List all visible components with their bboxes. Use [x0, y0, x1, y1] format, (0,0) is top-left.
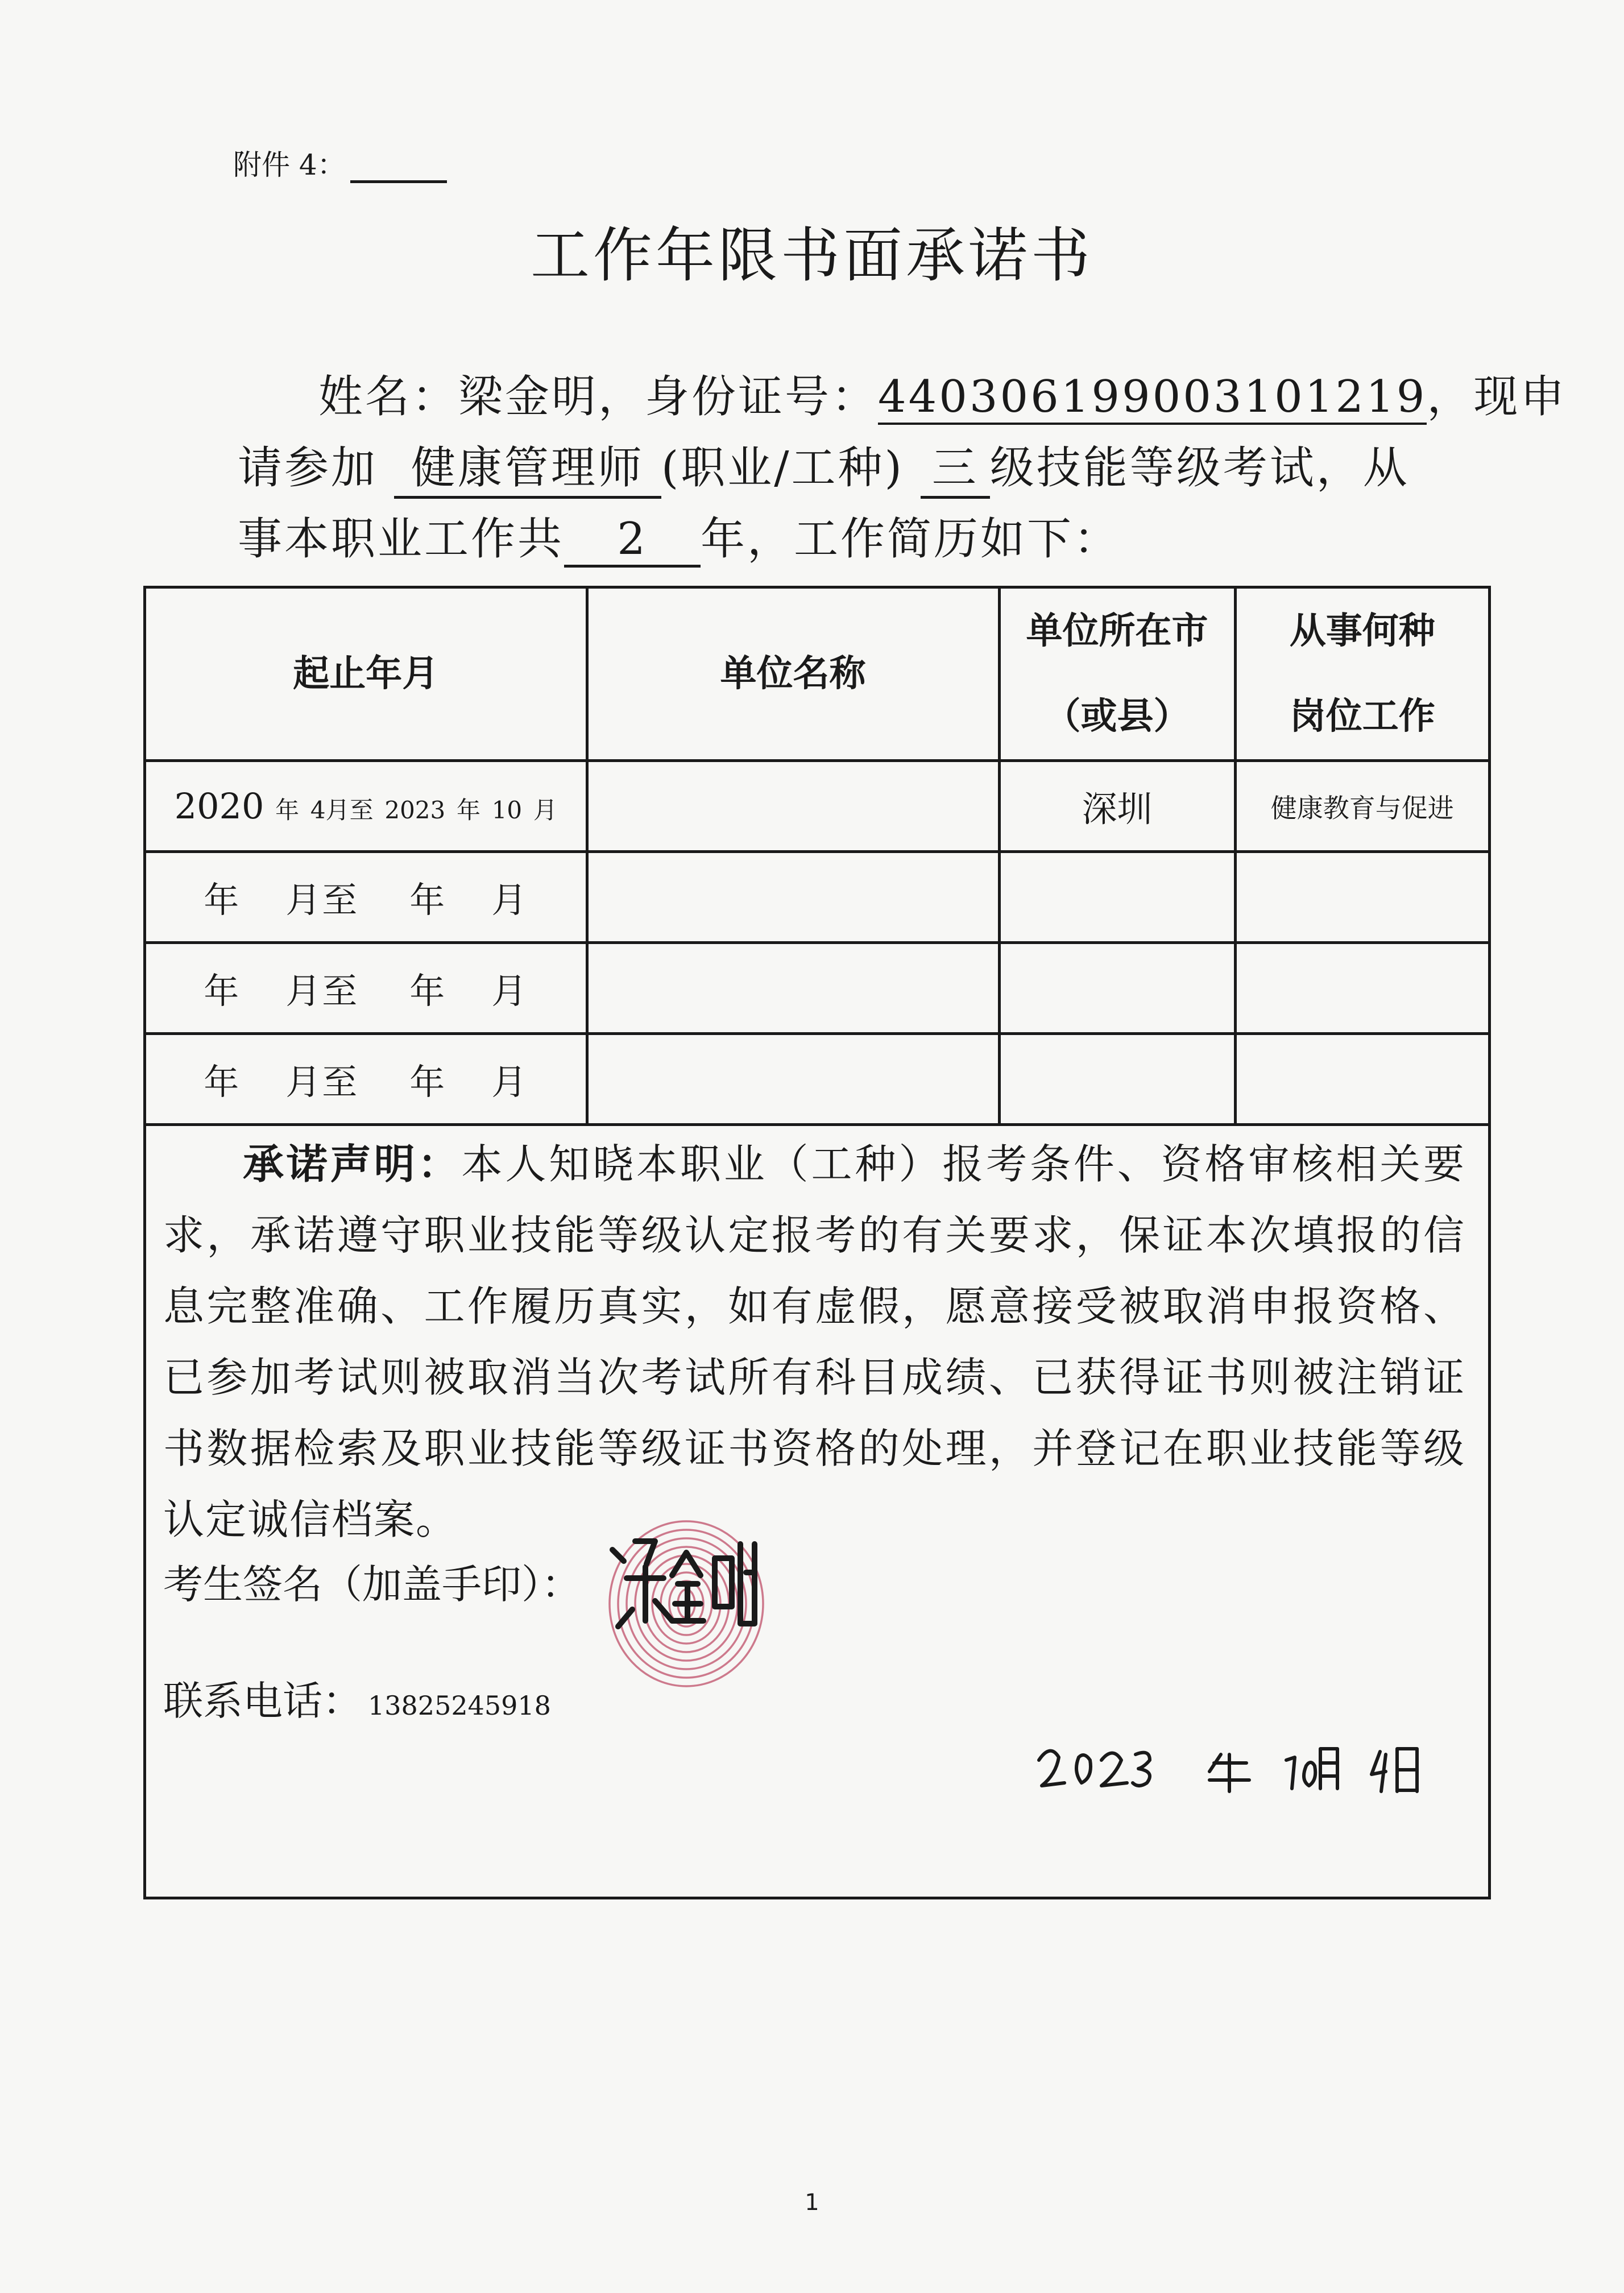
position-cell[interactable]: [1235, 1034, 1488, 1125]
period-cell[interactable]: [146, 943, 587, 1034]
declaration-label: 承诺声明：: [243, 1140, 462, 1188]
table-header-row: [146, 589, 1488, 761]
intro-line-2: [238, 432, 1410, 499]
applicant-name: 梁金明: [458, 371, 599, 423]
period-cell[interactable]: [146, 852, 587, 943]
header-position-line2: 岗位工作: [1289, 696, 1435, 738]
unit-name-cell[interactable]: [587, 852, 999, 943]
years-suffix: 年，工作简历如下：: [701, 514, 1121, 565]
month-label: 月: [491, 970, 528, 1012]
work-history-table: [146, 589, 1488, 1126]
unit-name-cell[interactable]: [587, 761, 999, 852]
year-label: 年: [204, 1061, 241, 1103]
page-number: 1: [805, 2189, 819, 2216]
start-year: 2020: [174, 785, 264, 827]
unit-name-cell[interactable]: [587, 1034, 999, 1125]
page-title: 工作年限书面承诺书: [530, 221, 1093, 290]
attachment-label: [233, 142, 447, 183]
header-city-line1: 单位所在市: [1026, 610, 1208, 652]
year-label: 年: [204, 879, 241, 921]
header-position-line1: 从事何种: [1289, 610, 1435, 652]
occupation-field: 健康管理师: [394, 432, 661, 499]
phone-number: 13825245918: [368, 1690, 551, 1721]
month-label: 月: [491, 879, 528, 921]
city-cell[interactable]: [999, 943, 1235, 1034]
year2-label: 年: [409, 879, 446, 921]
start-month-unit: 月至: [325, 796, 374, 824]
month-to-label: 月至: [285, 970, 359, 1012]
table-row: [146, 761, 1488, 852]
line1-end: ，现申: [1427, 371, 1567, 423]
table-row: [146, 943, 1488, 1034]
city-cell[interactable]: 深圳: [999, 761, 1235, 852]
period-cell[interactable]: [146, 761, 587, 852]
signature-label: 考生签名（加盖手印）：: [163, 1561, 581, 1608]
year2-label: 年: [409, 1061, 446, 1103]
occupation-suffix: (职业/工种): [661, 442, 904, 494]
position-cell[interactable]: [1235, 943, 1488, 1034]
period-cell[interactable]: [146, 1034, 587, 1125]
apply-prefix: 请参加: [238, 442, 378, 494]
header-period: 起止年月: [146, 589, 587, 761]
intro-line-3: [238, 503, 1120, 568]
year-label: 年: [204, 970, 241, 1012]
city-cell[interactable]: [999, 1034, 1235, 1125]
id-label: ，身份证号：: [598, 371, 879, 423]
phone-label: 联系电话：: [163, 1678, 362, 1724]
work-history-form: [143, 586, 1491, 1899]
end-month: 10: [491, 796, 523, 824]
start-month: 4: [310, 796, 326, 824]
declaration-text: 本人知晓本职业（工种）报考条件、资格审核相关要求，承诺遵守职业技能等级认定报考的有关要求，保证本次填报的信息完整准确、工作履历真实，如有虚假，愿意接受被取消申报资格、已参加考试则被取消当次考试所有科目成绩、已获得证书则被注销证书数据检索及职业技能等级证书资格的处理，并登记在职业技能等级认定诚信档案。: [163, 1140, 1465, 1543]
position-cell[interactable]: [1235, 852, 1488, 943]
header-city-line2: （或县）: [1044, 696, 1190, 738]
start-year-unit: 年: [275, 796, 300, 824]
header-unit-name: 单位名称: [587, 589, 999, 761]
years-prefix: 事本职业工作共: [238, 514, 565, 565]
table-row: [146, 1034, 1488, 1125]
table-row: [146, 852, 1488, 943]
end-year-unit: 年: [456, 796, 480, 824]
unit-name-cell[interactable]: [587, 943, 999, 1034]
years-field: 2: [564, 514, 701, 568]
end-year: 2023: [384, 796, 446, 824]
attachment-underline: [350, 152, 447, 183]
position-cell[interactable]: 健康教育与促进: [1235, 761, 1488, 852]
city-cell[interactable]: [999, 852, 1235, 943]
end-month-unit: 月: [533, 796, 557, 824]
handwritten-date: [1033, 1726, 1431, 1806]
level-field: 三: [921, 432, 990, 499]
level-suffix: 级技能等级考试，从: [989, 442, 1410, 494]
fingerprint-signature-stamp: [601, 1510, 772, 1692]
intro-line-1: [318, 361, 1567, 425]
header-position: [1235, 589, 1488, 761]
month-label: 月: [491, 1061, 528, 1103]
id-number: 440306199003101219: [878, 371, 1427, 425]
contact-phone: [163, 1669, 551, 1727]
month-to-label: 月至: [285, 879, 359, 921]
declaration-paragraph: [163, 1129, 1465, 1555]
header-city: [999, 589, 1235, 761]
name-label: 姓名：: [318, 371, 459, 423]
month-to-label: 月至: [285, 1061, 359, 1103]
year2-label: 年: [409, 970, 446, 1012]
attachment-text: 附件 4：: [233, 148, 346, 181]
